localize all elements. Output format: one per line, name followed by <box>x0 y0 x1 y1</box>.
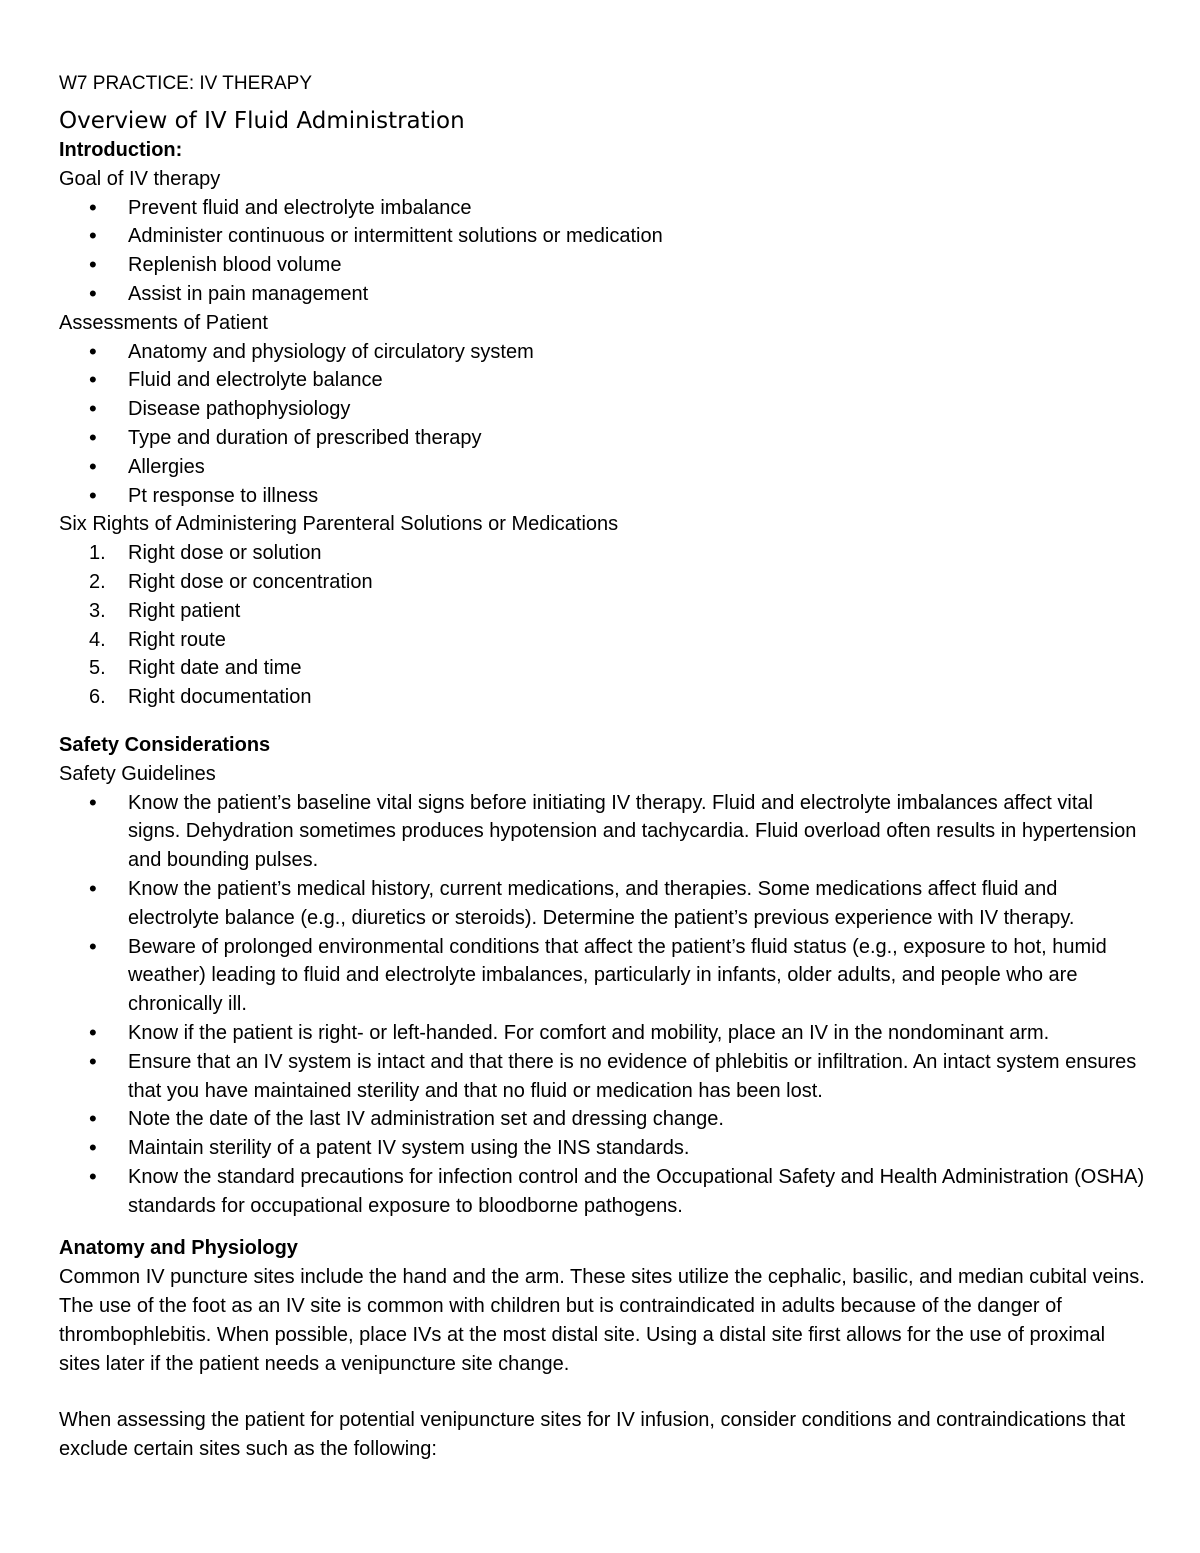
list-number: 2. <box>89 570 106 593</box>
list-item: • Fluid and electrolyte balance <box>59 366 1149 395</box>
list-item <box>59 654 1149 683</box>
list-item: • Type and duration of prescribed therapy <box>59 424 1149 453</box>
list-item: • Know the standard precautions for infection control and the Occupational Safety and Health Administration (OSHA) standards for occupational exposure to bloodborne pathogens. <box>59 1163 1149 1221</box>
list-text: Right patient <box>128 599 241 622</box>
spacer <box>59 712 1149 731</box>
six-rights-list <box>59 539 1149 712</box>
list-number: 3. <box>89 599 106 622</box>
six-rights-label: Six Rights of Administering Parenteral Solutions or Medications <box>59 513 619 536</box>
anatomy-paragraph: Common IV puncture sites include the hand and the arm. These sites utilize the cephalic, basilic, and median cubital veins. The use of the foot as an IV site is common with children but is contraindicated in adults because of the danger of thrombophlebitis. When possible, place IVs at the most distal site. Using a distal site first allows for the use of proximal sites later if the patient needs a venipuncture site change. <box>59 1266 1145 1375</box>
document-title: Overview of IV Fluid Administration <box>59 108 465 134</box>
list-text: Right dose or concentration <box>128 570 373 593</box>
list-item: • Know the patient’s medical history, current medications, and therapies. Some medications affect fluid and electrolyte balance (e.g., diuretics or steroids). Determine the patient’s previous experience with IV therapy. <box>59 875 1149 933</box>
list-item: • Know the patient’s baseline vital signs before initiating IV therapy. Fluid and electrolyte imbalances affect vital signs. Dehydration sometimes produces hypotension and tachycardia. Fluid overload often results in hypertension and bounding pulses. <box>59 789 1149 875</box>
safety-heading: Safety Considerations <box>59 733 271 756</box>
list-item <box>59 683 1149 712</box>
list-number: 6. <box>89 686 106 709</box>
list-item: • Allergies <box>59 453 1149 482</box>
list-item: • Ensure that an IV system is intact and that there is no evidence of phlebitis or infiltration. An intact system ensures that you have maintained sterility and that no fluid or medication has been lost. <box>59 1048 1149 1106</box>
list-text: Right date and time <box>128 657 302 680</box>
list-number: 4. <box>89 628 106 651</box>
list-item: • Disease pathophysiology <box>59 395 1149 424</box>
document-page <box>59 70 1149 1464</box>
list-item <box>59 597 1149 626</box>
goal-list <box>59 194 1149 309</box>
assessment-list <box>59 338 1149 511</box>
spacer <box>59 1378 1149 1406</box>
list-item: • Know if the patient is right- or left-handed. For comfort and mobility, place an IV in the nondominant arm. <box>59 1019 1149 1048</box>
list-number: 1. <box>89 542 106 565</box>
list-number: 5. <box>89 657 106 680</box>
anatomy-heading: Anatomy and Physiology <box>59 1237 298 1260</box>
safety-guidelines-label: Safety Guidelines <box>59 762 216 785</box>
goal-label: Goal of IV therapy <box>59 167 221 190</box>
list-item: • Note the date of the last IV administration set and dressing change. <box>59 1105 1149 1134</box>
venipuncture-paragraph: When assessing the patient for potential venipuncture sites for IV infusion, consider conditions and contraindications that exclude certain sites such as the following: <box>59 1409 1126 1461</box>
document-header: W7 PRACTICE: IV THERAPY <box>59 73 313 94</box>
list-item: • Anatomy and physiology of circulatory system <box>59 338 1149 367</box>
list-item: • Maintain sterility of a patent IV system using the INS standards. <box>59 1134 1149 1163</box>
spacer <box>59 1220 1149 1234</box>
list-text: Right dose or solution <box>128 542 322 565</box>
list-item <box>59 626 1149 655</box>
list-item: • Prevent fluid and electrolyte imbalance <box>59 194 1149 223</box>
list-item: • Assist in pain management <box>59 280 1149 309</box>
list-item <box>59 568 1149 597</box>
list-item: • Replenish blood volume <box>59 251 1149 280</box>
assessments-label: Assessments of Patient <box>59 311 268 334</box>
list-text: Right route <box>128 628 226 651</box>
introduction-heading: Introduction: <box>59 139 183 161</box>
list-item: • Pt response to illness <box>59 482 1149 511</box>
list-item: • Beware of prolonged environmental conditions that affect the patient’s fluid status (e.g., exposure to hot, humid weather) leading to fluid and electrolyte imbalances, particularly in infants, older adults, and people who are chronically ill. <box>59 933 1149 1019</box>
list-item: • Administer continuous or intermittent solutions or medication <box>59 222 1149 251</box>
safety-list <box>59 789 1149 1221</box>
list-item <box>59 539 1149 568</box>
list-text: Right documentation <box>128 686 312 709</box>
